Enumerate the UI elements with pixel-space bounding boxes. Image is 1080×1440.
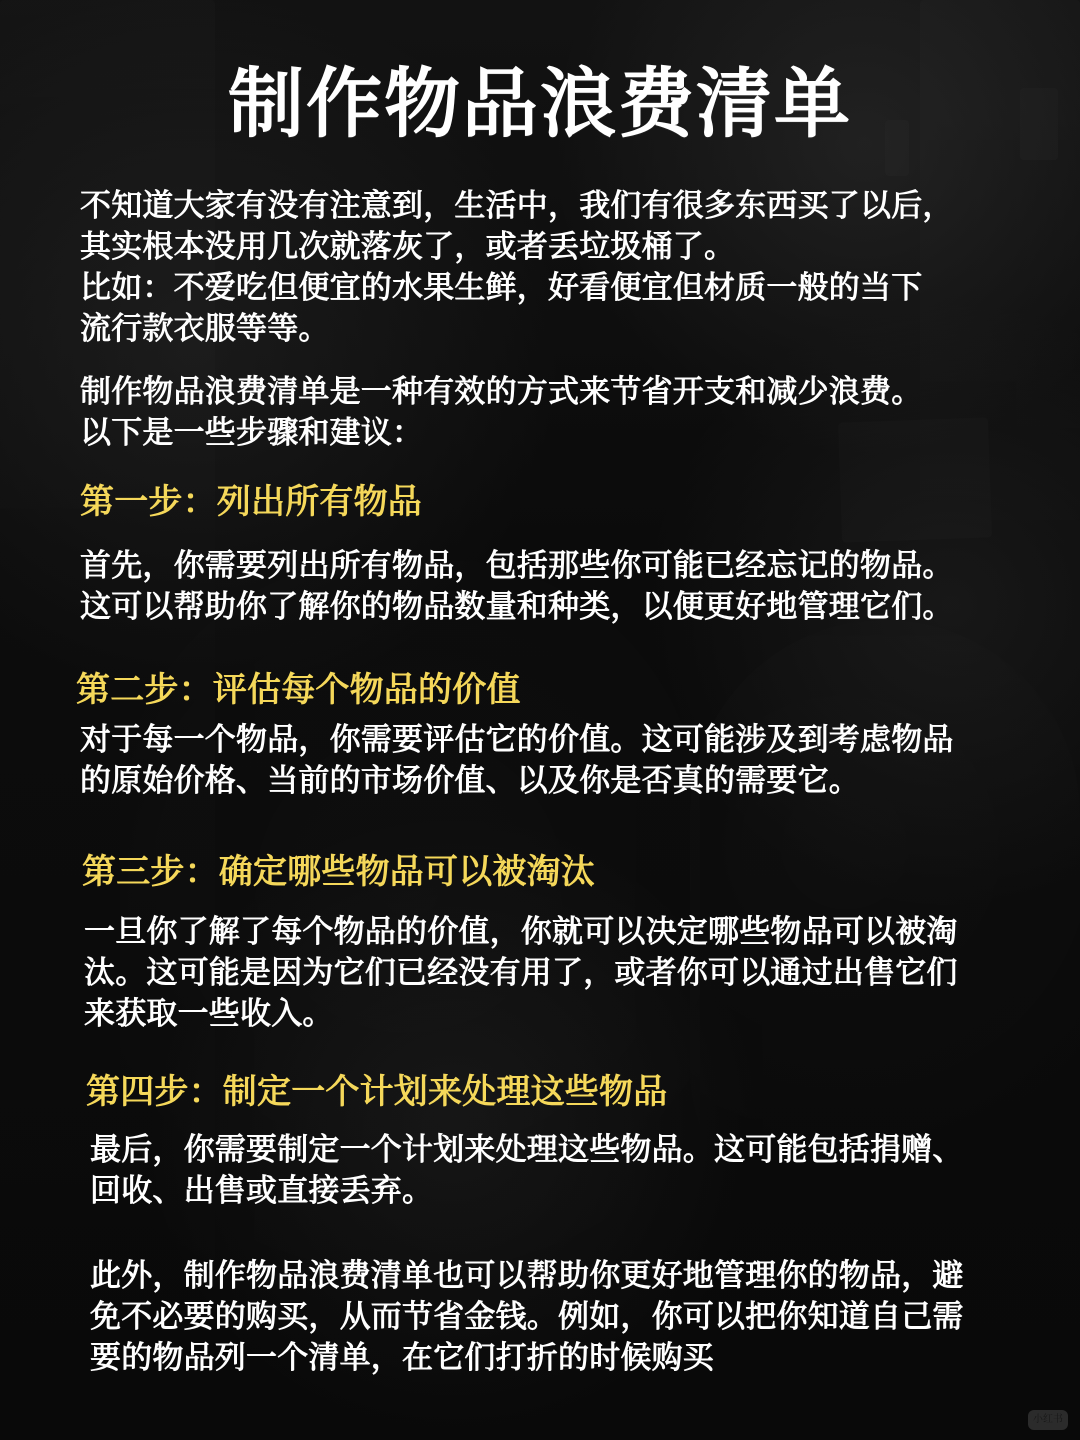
step-3-body: 一旦你了解了每个物品的价值，你就可以决定哪些物品可以被淘 汰。这可能是因为它们已经没有用了，或者你可以通过出售它们 来获取一些收入。: [84, 914, 958, 1032]
step-2-body: 对于每一个物品，你需要评估它的价值。这可能涉及到考虑物品 的原始价格、当前的市场价值、以及你是否真的需要它。: [80, 722, 954, 799]
step-2-title: 第二步：评估每个物品的价值: [76, 670, 521, 710]
intro-paragraph-2: 制作物品浪费清单是一种有效的方式来节省开支和减少浪费。 以下是一些步骤和建议：: [80, 374, 923, 451]
step-1-body: 首先，你需要列出所有物品，包括那些你可能已经忘记的物品。 这可以帮助你了解你的物品数量和种类，以便更好地管理它们。: [80, 548, 954, 625]
step-4-body: 最后，你需要制定一个计划来处理这些物品。这可能包括捐赠、 回收、出售或直接丢弃。: [90, 1132, 964, 1209]
intro-paragraph-1: 不知道大家有没有注意到，生活中，我们有很多东西买了以后， 其实根本没用几次就落灰了，或者丢垃圾桶了。 比如：不爱吃但便宜的水果生鲜，好看便宜但材质一般的当下 流行款衣服等等。: [80, 188, 954, 347]
watermark-badge: 小红书: [1028, 1410, 1068, 1430]
closing-paragraph: 此外，制作物品浪费清单也可以帮助你更好地管理你的物品，避 免不必要的购买，从而节省金钱。例如，你可以把你知道自己需 要的物品列一个清单，在它们打折的时候购买: [90, 1258, 964, 1376]
page-title: 制作物品浪费清单: [228, 59, 852, 148]
step-3-title: 第三步：确定哪些物品可以被淘汰: [82, 852, 595, 892]
step-4-title: 第四步：制定一个计划来处理这些物品: [86, 1072, 668, 1112]
step-1-title: 第一步：列出所有物品: [80, 482, 422, 522]
